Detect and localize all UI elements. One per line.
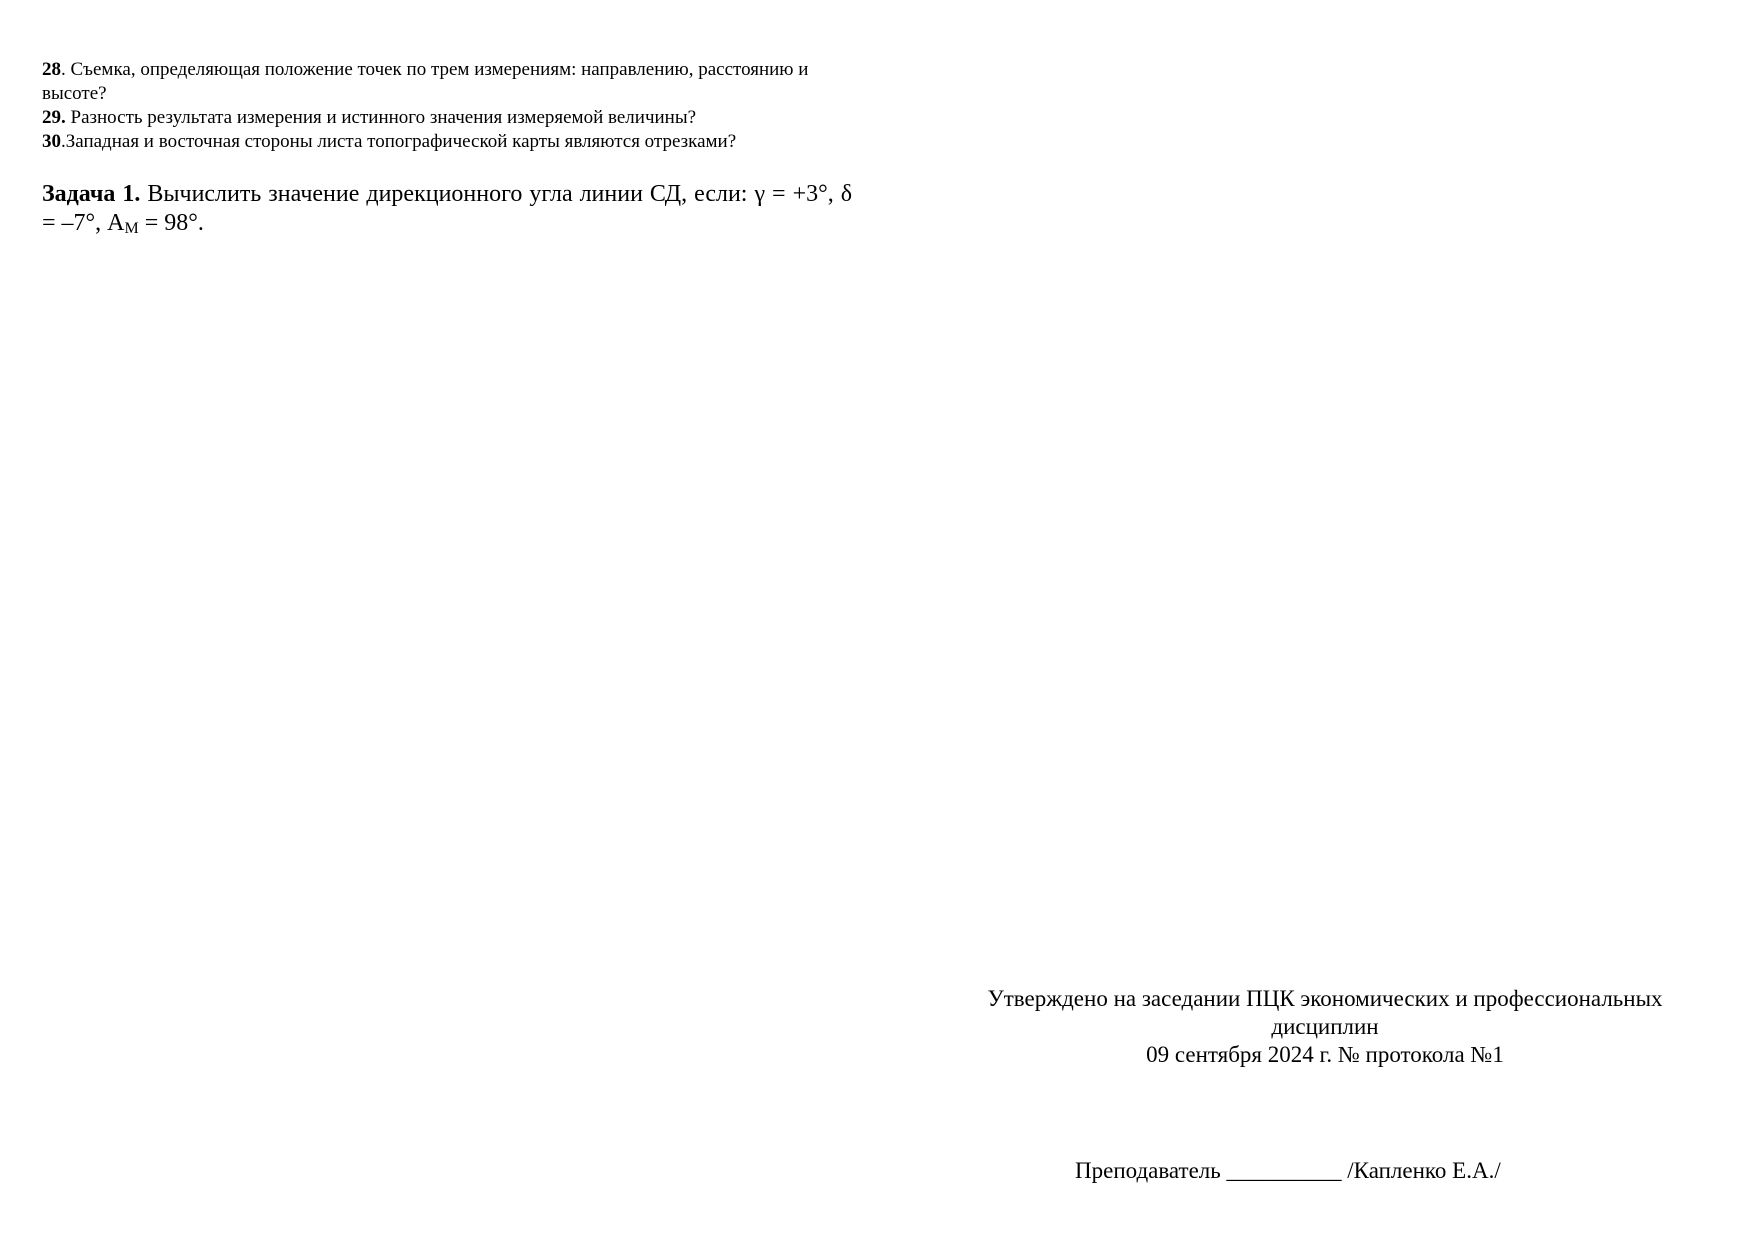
question-number: 30 <box>42 131 61 152</box>
task-block <box>42 180 852 238</box>
signature-line <box>1075 1157 1595 1185</box>
signature-label: Преподаватель <box>1075 1158 1221 1183</box>
signature-name: /Капленко Е.А./ <box>1347 1158 1501 1183</box>
signature-blank: __________ <box>1226 1158 1342 1183</box>
question-text: . Съемка, определяющая положение точек по трем измерениям: направлению, расстоянию и высоте? <box>42 59 809 104</box>
question-item-28 <box>42 58 852 106</box>
approval-line-1: Утверждено на заседании ПЦК экономических и профессиональных дисциплин <box>987 986 1663 1039</box>
task-subscript: М <box>124 220 139 237</box>
task-label: Задача 1. <box>42 181 141 207</box>
approval-line-2: 09 сентября 2024 г. № протокола №1 <box>1146 1042 1504 1067</box>
task-text-end: = 98°. <box>138 210 204 236</box>
question-text: Разность результата измерения и истинного значения измеряемой величины? <box>65 107 697 128</box>
question-list <box>42 58 852 154</box>
question-text: .Западная и восточная стороны листа топографической карты являются отрезками? <box>61 131 737 152</box>
document-body <box>42 58 852 238</box>
question-item-29 <box>42 106 852 130</box>
question-item-30 <box>42 130 852 154</box>
question-number: 28 <box>42 59 61 80</box>
task-text: Вычислить значение дирекционного угла линии СД, если: γ = +3°, δ = –7°, А <box>42 181 852 236</box>
approval-note <box>940 985 1710 1069</box>
question-number: 29. <box>42 107 66 128</box>
